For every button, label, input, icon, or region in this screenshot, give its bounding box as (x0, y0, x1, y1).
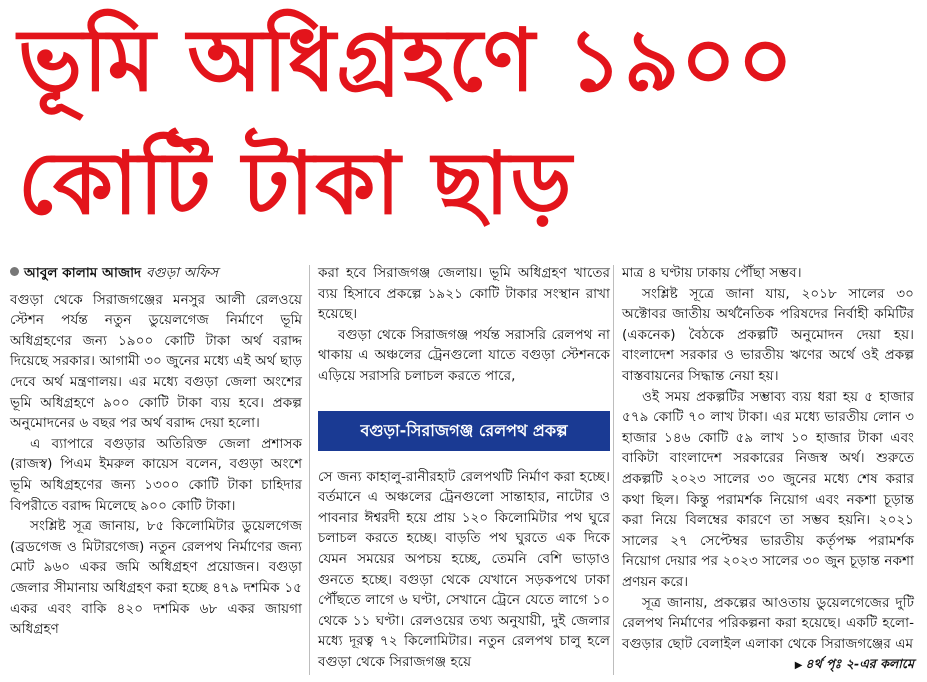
paragraph: সূত্র জানায়, প্রকল্পের আওতায় ডুয়েলগেজের দুটি রেলপথ নির্মাণের পরিকল্পনা করা হয়েছে। একটি হলো- বগুড়ার ছোট বেলাইল এলাকা থেকে সিরাজগঞ্জের এম (622, 594, 914, 652)
headline-line-1: ভূমি অধিগ্রহণে ১৯০০ (18, 11, 795, 111)
bullet-icon (10, 267, 19, 276)
paragraph: করা হবে সিরাজগঞ্জ জেলায়। ভূমি অধিগ্রহণ খাতের ব্যয় হিসাবে প্রকল্পে ১৯২১ কোটি টাকার সংস্থান রাখা হয়েছে। (318, 265, 610, 323)
article-column-1 (10, 263, 302, 640)
headline-line-2: কোটি টাকা ছাড় (18, 134, 573, 234)
paragraph: বগুড়া থেকে সিরাজগঞ্জ পর্যন্ত সরাসরি রেলপথ না থাকায় এ অঞ্চলের ট্রেনগুলো যাতে বগুড়া স্টেশনকে এড়িয়ে সরাসরি চলাচল করতে পারে, (318, 326, 610, 384)
paragraph: এ ব্যাপারে বগুড়ার অতিরিক্ত জেলা প্রশাসক (রাজস্ব) পিএম ইমরুল কায়েস বলেন, বগুড়া অংশে ভূমি অধিগ্রহণের জন্য ১৩০০ কোটি টাকা চাহিদার বিপরীতে বরাদ্দ মিলেছে ৯০০ কোটি টাকা। (10, 435, 302, 514)
paragraph: ওই সময় প্রকল্পটির সম্ভাব্য ব্যয় ধরা হয় ৫ হাজার ৫৭৯ কোটি ৭০ লাখ টাকা। এর মধ্যে ভারতীয় লোন ৩ হাজার ১৪৬ কোটি ৫৯ লাখ ১০ হাজার টাকা এবং বাকিটা বাংলাদেশ সরকারের নিজস্ব অর্থ। শুরুতে প্রকল্পটি ২০২৩ সালের ৩০ জুনের মধ্যে শেষ করার কথা ছিল। কিন্তু পরামর্শক নিয়োগ এবং নকশা চূড়ান্ত করা নিয়ে বিলম্বের কারণে তা সম্ভব হয়নি। ২০২১ সালের ২৭ সেপ্টেম্বর ভারতীয় কর্তৃপক্ষ পরামর্শক নিয়োগ দেয়ার পর ২০২৩ সালের ৩০ জুন চূড়ান্ত নকশা প্রণয়ন করে। (622, 388, 914, 590)
paragraph: সংশ্লিষ্ট সূত্রে জানা যায়, ২০১৮ সালের ৩০ অক্টোবর জাতীয় অর্থনৈতিক পরিষদের নির্বাহী কমিটির (একনেক) বৈঠকে প্রকল্পটি অনুমোদন দেয়া হয়। বাংলাদেশ সরকার ও ভারতীয় ঋণের অর্থে ওই প্রকল্প বাস্তবায়নের সিদ্ধান্ত নেয়া হয়। (622, 285, 914, 384)
byline (10, 263, 302, 284)
byline-office: বগুড়া অফিস (145, 265, 219, 281)
paragraph: সে জন্য কাহালু-রানীরহাট রেলপথটি নির্মাণ করা হচ্ছে। বর্তমানে এ অঞ্চলের ট্রেনগুলো সান্তাহার, নাটোর ও পাবনার ঈশ্বরদী হয়ে প্রায় ১২০ কিলোমিটার পথ ঘুরে চলাচল করতে হচ্ছে। বাড়তি পথ ঘুরতে এক দিকে যেমন সময়ের অপচয় হচ্ছে, তেমনি বেশি ভাড়াও গুনতে হচ্ছে। বগুড়া থেকে যেখানে সড়কপথে ঢাকা পৌঁছতে লাগে ৬ ঘণ্টা, সেখানে ট্রেনে যেতে লাগে ১০ থেকে ১১ ঘণ্টা। রেলওয়ের তথ্য অনুযায়ী, দুই জেলার মধ্যে দূরত্ব ৭২ কিলোমিটার। নতুন রেলপথ চালু হলে বগুড়া থেকে সিরাজগঞ্জ হয়ে (318, 468, 610, 670)
continuation-text: ৪র্থ পৃঃ ২-এর কলামে (805, 656, 914, 672)
article-column-3 (622, 263, 914, 677)
subhead-box: বগুড়া-সিরাজগঞ্জ রেলপথ প্রকল্প (318, 411, 610, 451)
triangle-icon: ▶ (794, 660, 803, 672)
headline (0, 0, 927, 262)
paragraph: মাত্র ৪ ঘণ্টায় ঢাকায় পৌঁছা সম্ভব। (622, 265, 802, 281)
paragraph: সংশ্লিষ্ট সূত্র জানায়, ৮৫ কিলোমিটার ডুয়েলগেজ (ব্রডগেজ ও মিটারগেজ) নতুন রেলপথ নির্মাণের জন্য মোট ৯৬০ একর জমি অধিগ্রহণ প্রয়োজন। বগুড়া জেলার সীমানায় অধিগ্রহণ করা হচ্ছে ৪৭৯ দশমিক ১৫ একর এবং বাকি ৪২০ দশমিক ৬৮ একর জায়গা অধিগ্রহণ (10, 518, 302, 638)
continuation-note (622, 654, 914, 677)
paragraph: বগুড়া থেকে সিরাজগঞ্জের মনসুর আলী রেলওয়ে স্টেশন পর্যন্ত নতুন ডুয়েলগেজ নির্মাণে ভূমি অধিগ্রহণের জন্য ১৯০০ কোটি টাকা অর্থ বরাদ্দ দিয়েছে সরকার। আগামী ৩০ জুনের মধ্যে এই অর্থ ছাড় দেবে অর্থ মন্ত্রণালয়। এর মধ্যে বগুড়া জেলা অংশের ভূমি অধিগ্রহণে ৯০০ কোটি টাকা ব্যয় হবে। প্রকল্প অনুমোদনের ৬ বছর পর অর্থ বরাদ্দ দেয়া হলো। (10, 291, 302, 432)
column-divider (309, 265, 310, 675)
byline-author: আবুল কালাম আজাদ (24, 265, 142, 281)
article-column-2 (318, 263, 610, 673)
column-divider (613, 265, 614, 675)
